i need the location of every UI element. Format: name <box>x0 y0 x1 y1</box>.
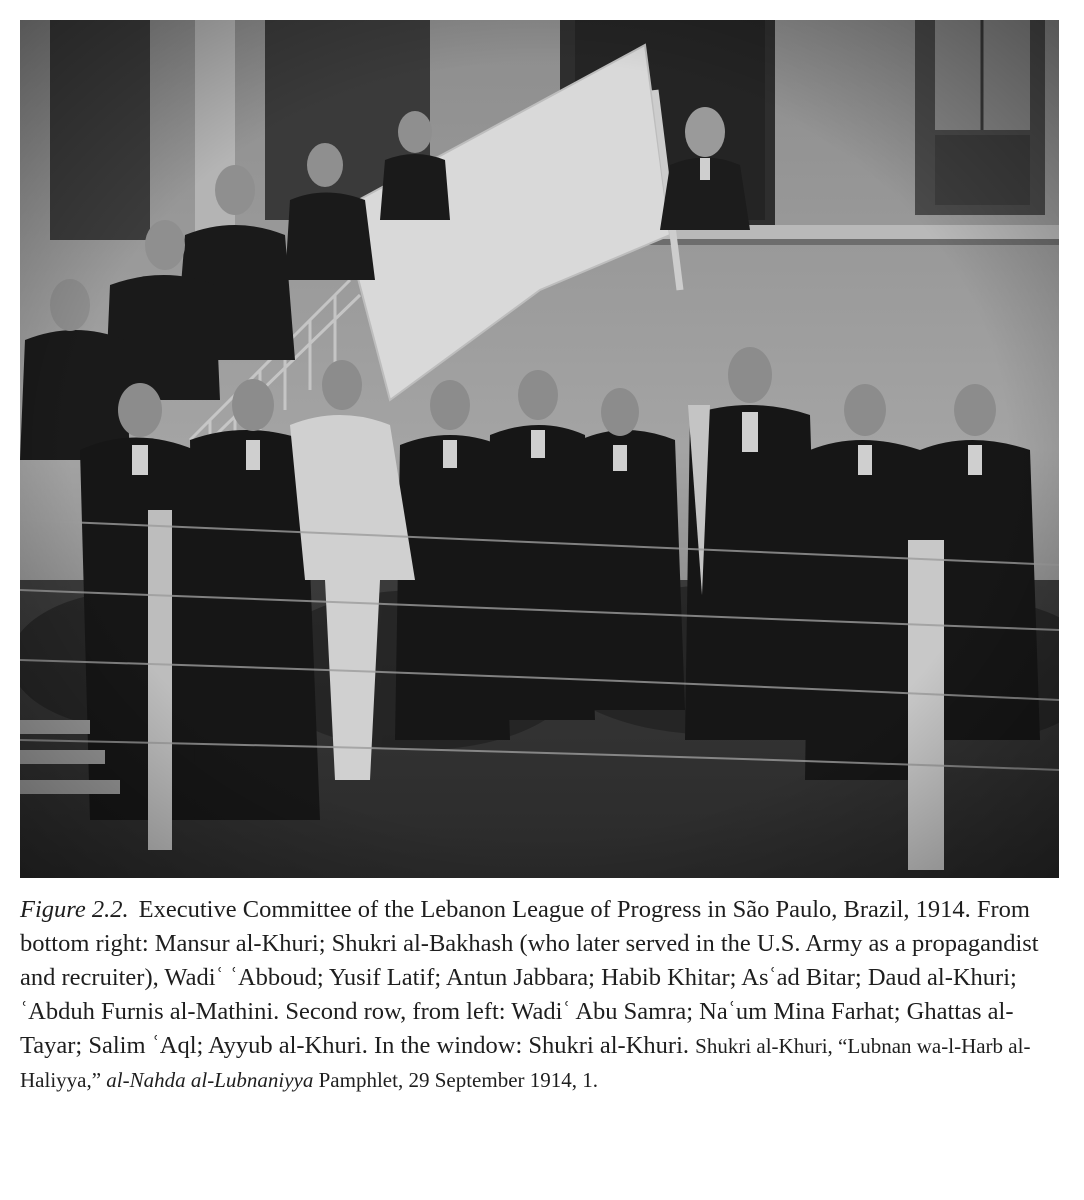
caption-text: Executive Committee of the Lebanon League of Progress in São Paulo, Brazil, 1914. From bottom right: Mansur al-Khuri; Shukri al-Bakhash (who later served in the U.S. Army as a propagandist and recruiter), Wadiʿ ʿAbboud; Yusif Latif; Antun Jabbara; Habib Khitar; Asʿad Bitar; Daud al-Khuri; ʿAbduh Furnis al-Mathini. Second row, from left: Wadiʿ Abu Samra; Naʿum Mina Farhat; Ghattas al-Tayar; Salim ʿAql; Ayyub al-Khuri. In the window: Shukri al-Khuri. <box>20 896 1039 1059</box>
historical-photograph <box>20 20 1059 878</box>
source-prefix: Shukri al-Khuri, “Lubnan wa-l-Harb al-Haliyya,” <box>20 1034 1031 1092</box>
figure-label: Figure 2.2. <box>20 896 129 923</box>
source-suffix: Pamphlet, 29 September 1914, 1. <box>318 1068 599 1092</box>
source-title: al-Nahda al-Lubnaniyya <box>106 1068 314 1092</box>
figure-caption <box>20 893 1050 1097</box>
